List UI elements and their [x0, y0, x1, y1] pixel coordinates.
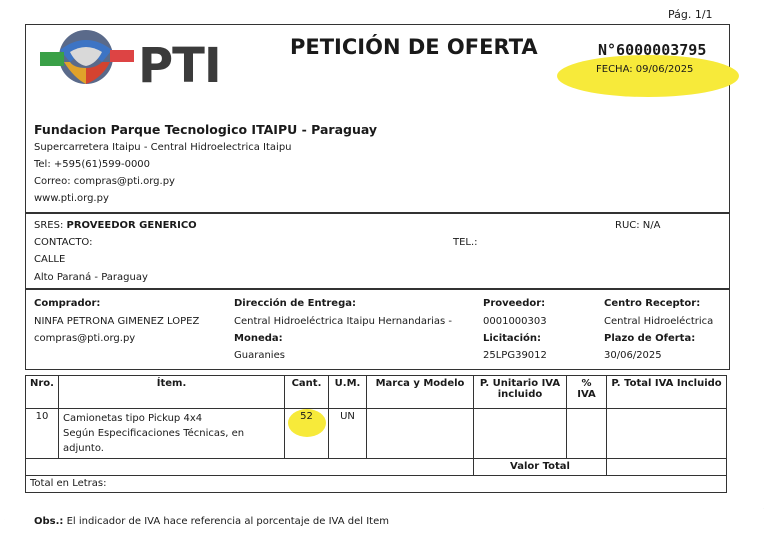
- org-tel: Tel: +595(61)599-0000: [34, 159, 151, 170]
- comprador-email: compras@pti.org.py: [34, 333, 136, 344]
- obs-label: Obs.:: [34, 516, 64, 527]
- col-header-cant: Cant.: [285, 376, 329, 409]
- valor-total-row: [26, 459, 727, 476]
- plazo-value: 30/06/2025: [604, 350, 662, 361]
- items-table: [25, 375, 727, 493]
- valor-total-value: [607, 459, 727, 476]
- col-header-unitario: P. Unitario IVA incluido: [474, 376, 567, 409]
- entrega-label: Dirección de Entrega:: [234, 298, 356, 309]
- row-item: [59, 409, 285, 459]
- valor-total-spacer: [26, 459, 474, 476]
- document-date: FECHA: 09/06/2025: [596, 64, 694, 75]
- total-letras-label: Total en Letras:: [26, 476, 727, 493]
- table-row: [26, 409, 727, 459]
- valor-total-label: Valor Total: [474, 459, 607, 476]
- supplier-name: PROVEEDOR GENERICO: [66, 220, 197, 231]
- row-unitario: [474, 409, 567, 459]
- proveedor-label: Proveedor:: [483, 298, 546, 309]
- entrega-value: Central Hidroeléctrica Itaipu Hernandarias -: [234, 316, 452, 327]
- pti-logo-text: PTI: [138, 38, 221, 94]
- col-header-nro: Nro.: [26, 376, 59, 409]
- page-number: Pág. 1/1: [668, 8, 713, 21]
- table-header-row: [26, 376, 727, 409]
- col-header-marca: Marca y Modelo: [367, 376, 474, 409]
- col-header-item: Ítem.: [59, 376, 285, 409]
- supplier-sres-label: SRES:: [34, 220, 64, 231]
- org-email: Correo: compras@pti.org.py: [34, 176, 175, 187]
- supplier-contacto: CONTACTO:: [34, 237, 93, 248]
- plazo-label: Plazo de Oferta:: [604, 333, 696, 344]
- row-iva: [567, 409, 607, 459]
- row-cant: 52: [285, 409, 329, 459]
- org-web: www.pti.org.py: [34, 193, 109, 204]
- observations: [34, 516, 389, 528]
- row-item-line1: Camionetas tipo Pickup 4x4: [63, 413, 203, 424]
- supplier-calle: CALLE: [34, 254, 66, 265]
- supplier-ruc: RUC: N/A: [615, 220, 661, 231]
- moneda-value: Guaranies: [234, 350, 285, 361]
- proveedor-value: 0001000303: [483, 316, 547, 327]
- comprador-label: Comprador:: [34, 298, 101, 309]
- col-header-iva: % IVA: [567, 376, 607, 409]
- col-header-total: P. Total IVA Incluido: [607, 376, 727, 409]
- centro-label: Centro Receptor:: [604, 298, 701, 309]
- col-header-um: U.M.: [329, 376, 367, 409]
- moneda-label: Moneda:: [234, 333, 283, 344]
- row-marca: [367, 409, 474, 459]
- centro-value: Central Hidroeléctrica: [604, 316, 714, 327]
- supplier-sres: [34, 220, 197, 232]
- org-address: Supercarretera Itaipu - Central Hidroelectrica Itaipu: [34, 142, 292, 153]
- total-letras-row: [26, 476, 727, 493]
- pti-globe-logo-icon: [40, 28, 134, 86]
- comprador-value: NINFA PETRONA GIMENEZ LOPEZ: [34, 316, 200, 327]
- row-nro: 10: [26, 409, 59, 459]
- document-number: N°6000003795: [598, 41, 707, 59]
- document-title: PETICIÓN DE OFERTA: [290, 35, 538, 59]
- row-item-line2: Según Especificaciones Técnicas, en adjunto.: [63, 428, 245, 454]
- supplier-tel: TEL.:: [453, 237, 478, 248]
- date-highlight: [557, 55, 739, 97]
- org-name: Fundacion Parque Tecnologico ITAIPU - Paraguay: [34, 122, 378, 137]
- row-total: [607, 409, 727, 459]
- row-um: UN: [329, 409, 367, 459]
- licitacion-value: 25LPG39012: [483, 350, 547, 361]
- supplier-city: Alto Paraná - Paraguay: [34, 272, 148, 283]
- licitacion-label: Licitación:: [483, 333, 542, 344]
- obs-text: El indicador de IVA hace referencia al porcentaje de IVA del Item: [66, 516, 389, 527]
